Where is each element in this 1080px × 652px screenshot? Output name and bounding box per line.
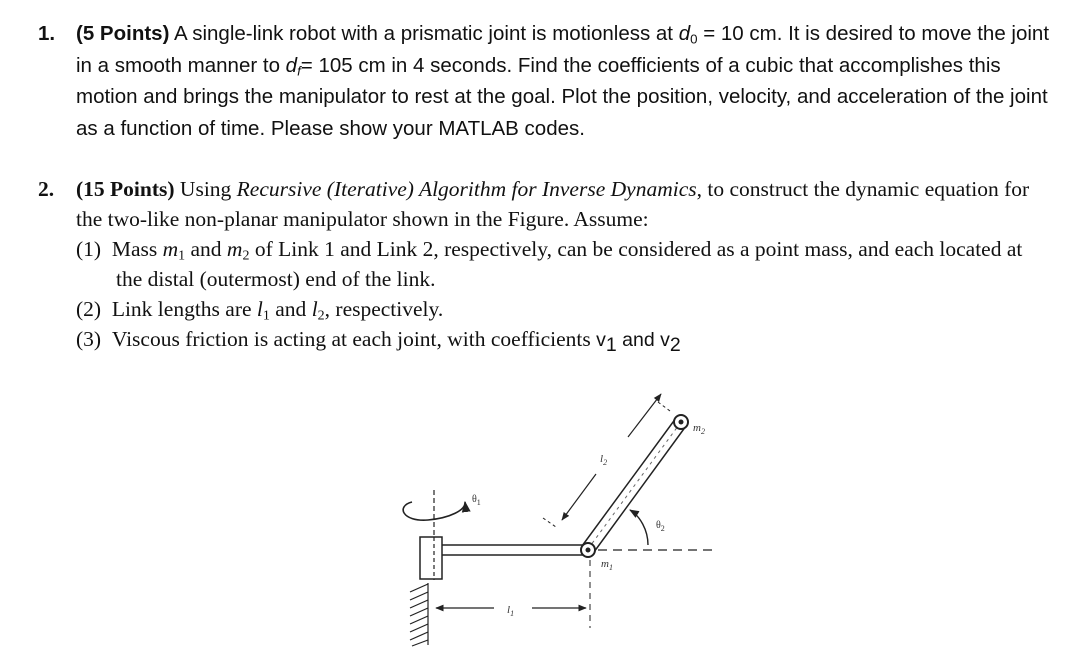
algorithm-name: Recursive (Iterative) Algorithm for Inverse Dynamics: [236, 177, 697, 201]
m1-label: $m_1$: [601, 558, 613, 572]
l1-var: l: [256, 297, 263, 321]
assumption-1-post: of Link 1 and Link 2, respectively, can be considered as a point mass, and each located at the distal (outermost) end of the link.: [116, 237, 1023, 291]
l1-sub: 1: [262, 308, 270, 324]
v2-var: v: [660, 329, 670, 351]
assumption-3: [76, 324, 1051, 355]
df-variable: d: [285, 53, 298, 77]
l1-label: $l_1$: [507, 604, 515, 618]
assumption-3-mid: and: [616, 329, 661, 351]
v1-sub: 1: [605, 333, 617, 356]
df-subscript: f: [297, 62, 301, 78]
v2-sub: 2: [669, 333, 681, 356]
assumption-3-pre: Viscous friction is acting at each joint, with coefficients: [111, 327, 597, 351]
question-1-body: [76, 18, 1051, 144]
assumption-2-post: , respectively.: [324, 297, 444, 321]
d0-variable: d: [678, 22, 691, 45]
joint-m2: [674, 415, 688, 429]
question-1-number: 1.: [38, 22, 56, 45]
assumption-1-label: (1): [76, 237, 102, 261]
theta2-arc: [630, 510, 648, 545]
l2-label: $l_2$: [600, 453, 608, 467]
m2-sub: 2: [242, 248, 250, 264]
d0-subscript: 0: [690, 31, 698, 47]
q1-text-a: A single-link robot with a prismatic joint is motionless at: [169, 22, 679, 45]
assumption-3-label: (3): [76, 327, 102, 351]
q1-text-c: = 105 cm in 4 seconds. Find the coefficients of a cubic that accomplishes this motion and brings the manipulator to rest at the goal. Plot the position, velocity, and acceleration of the joint as a function of time. Please show your MATLAB codes.: [76, 53, 1048, 140]
theta2-label: $\theta_2$: [656, 520, 665, 533]
manipulator-figure: [395, 385, 725, 647]
assumption-2-mid: and: [269, 297, 312, 321]
assumption-1-mid: and: [185, 237, 227, 261]
assumption-2-label: (2): [76, 297, 102, 321]
link-1: [442, 545, 584, 555]
m1-var: m: [162, 237, 179, 261]
question-2-number: 2.: [38, 177, 55, 201]
joint-m1: [581, 543, 595, 557]
q2-text-a: Using: [174, 177, 237, 201]
assumption-2: [76, 294, 1051, 324]
question-2-points: (15 Points): [76, 177, 175, 201]
v1-var: v: [596, 329, 606, 351]
m1-sub: 1: [178, 248, 186, 264]
m2-label: $m_2$: [693, 422, 705, 436]
question-1-points: (5 Points): [76, 22, 170, 45]
theta1-label: $\theta_1$: [472, 494, 481, 507]
question-2-intro: [76, 174, 1051, 234]
q2-text-b: , to construct the dynamic equation for the two-like non-planar manipulator shown in the Figure. Assume:: [76, 177, 1030, 231]
q1-text-b: = 10 cm. It is desired to move the joint in a smooth manner to: [76, 22, 1050, 77]
assumption-2-pre: Link lengths are: [111, 297, 257, 321]
base-hatching: [410, 583, 428, 646]
l2-sub: 2: [317, 308, 325, 324]
l2-var: l: [311, 297, 318, 321]
question-2-body: [76, 174, 1051, 355]
base-joint-box: [420, 537, 442, 579]
assumption-1-pre: Mass: [111, 237, 163, 261]
m2-var: m: [226, 237, 243, 261]
assumption-1: [76, 234, 1051, 294]
link-2: [582, 418, 686, 552]
